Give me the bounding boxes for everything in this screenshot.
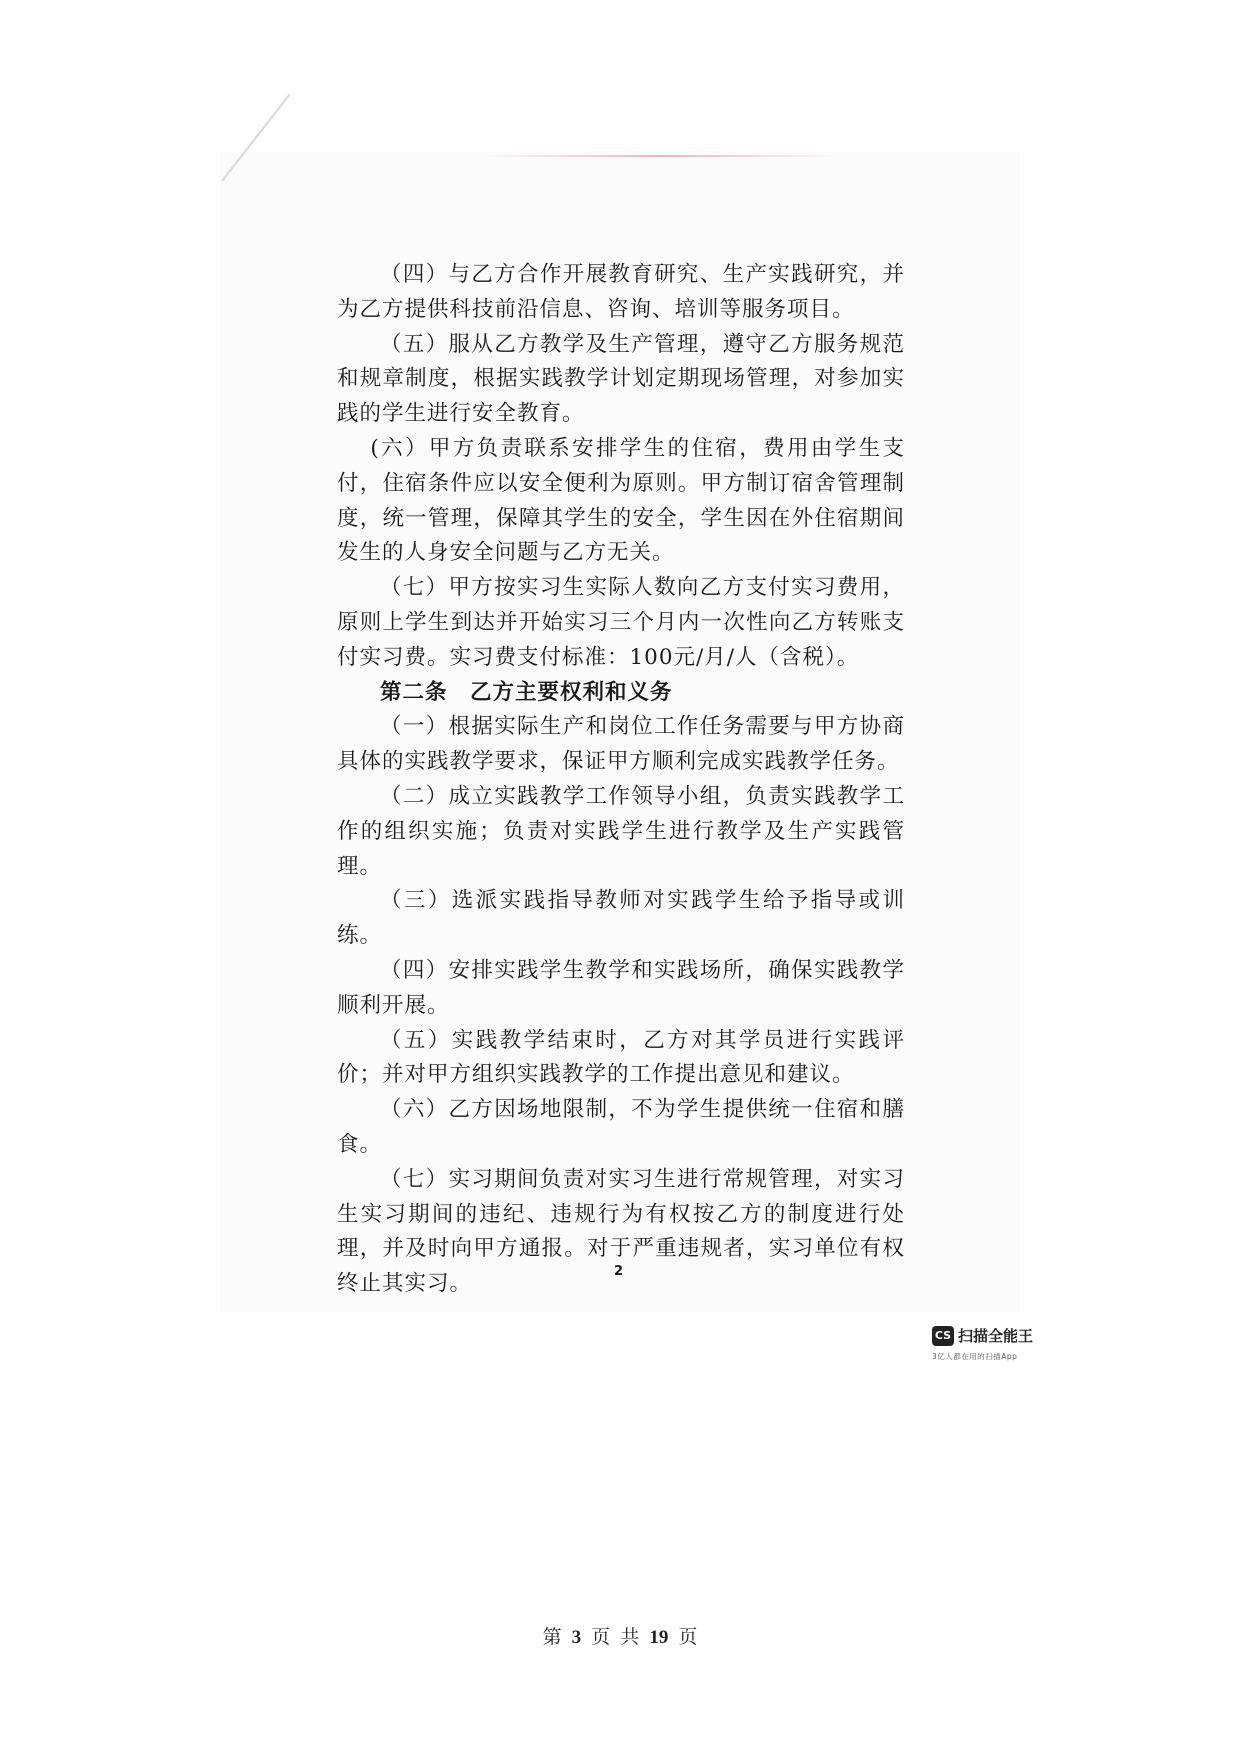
footer-total-pages: 19 bbox=[649, 1627, 669, 1648]
page-footer bbox=[0, 1622, 1240, 1649]
footer-current-page: 3 bbox=[571, 1627, 582, 1648]
footer-middle: 页 共 bbox=[591, 1626, 640, 1648]
clause-paragraph: （七）甲方按实习生实际人数向乙方支付实习费用，原则上学生到达并开始实习三个月内一次性向乙方转账支付实习费。实习费支付标准：100元/月/人（含税）。 bbox=[337, 575, 905, 670]
scan-page-number: 2 bbox=[614, 1264, 624, 1279]
footer-prefix: 第 bbox=[542, 1626, 562, 1648]
clause-paragraph: （四）与乙方合作开展教育研究、生产实践研究，并为乙方提供科技前沿信息、咨询、培训等服务项目。 bbox=[337, 262, 905, 322]
clause-paragraph: （七）实习期间负责对实习生进行常规管理，对实习生实习期间的违纪、违规行为有权按乙方的制度进行处理，并及时向甲方通报。对于严重违规者，实习单位有权终止其实习。 bbox=[337, 1166, 905, 1297]
camscanner-watermark bbox=[932, 1325, 1033, 1346]
camscanner-tagline: 3亿人都在用的扫描App bbox=[932, 1352, 1018, 1361]
clause-paragraph: （六）乙方因场地限制，不为学生提供统一住宿和膳食。 bbox=[337, 1097, 905, 1157]
clause-paragraph: （五）服从乙方教学及生产管理，遵守乙方服务规范和规章制度，根据实践教学计划定期现场管理，对参加实践的学生进行安全教育。 bbox=[337, 331, 905, 427]
section-heading: 第二条 乙方主要权利和义务 bbox=[380, 679, 673, 705]
clause-paragraph: （三）选派实践指导教师对实践学生给予指导或训练。 bbox=[337, 888, 905, 949]
camscanner-logo-icon: CS bbox=[932, 1326, 954, 1346]
footer-suffix: 页 bbox=[678, 1626, 698, 1648]
document-body bbox=[337, 258, 905, 1302]
clause-paragraph: （四）安排实践学生教学和实践场所，确保实践教学顺利开展。 bbox=[337, 957, 905, 1018]
clause-paragraph: （五）实践教学结束时，乙方对其学员进行实践评价；并对甲方组织实践教学的工作提出意见和建议。 bbox=[337, 1027, 905, 1088]
clause-paragraph: （一）根据实际生产和岗位工作任务需要与甲方协商具体的实践教学要求，保证甲方顺利完成实践教学任务。 bbox=[337, 714, 905, 775]
scan-edge-mark bbox=[480, 155, 840, 157]
camscanner-app-name: 扫描全能王 bbox=[958, 1327, 1034, 1345]
clause-paragraph: (六）甲方负责联系安排学生的住宿，费用由学生支付，住宿条件应以安全便利为原则。甲方制订宿舍管理制度，统一管理，保障其学生的安全，学生因在外住宿期间发生的人身安全问题与乙方无关。 bbox=[337, 435, 905, 566]
clause-paragraph: （二）成立实践教学工作领导小组，负责实践教学工作的组织实施；负责对实践学生进行教学及生产实践管理。 bbox=[337, 783, 905, 879]
